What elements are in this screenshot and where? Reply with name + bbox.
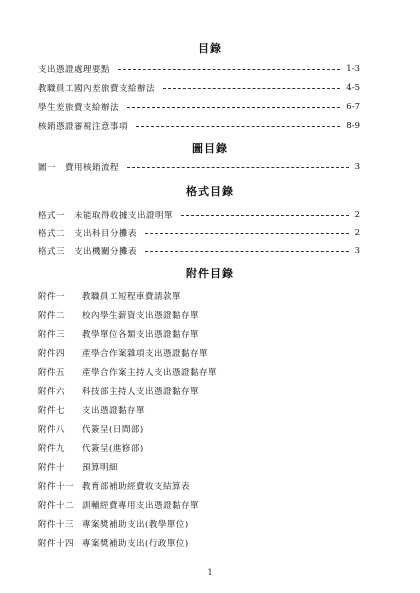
appendix-title: 預算明細 xyxy=(82,463,119,473)
toc-entry-page: 6-7 xyxy=(346,102,360,112)
toc-entry[interactable] xyxy=(38,119,360,133)
toc-entry[interactable] xyxy=(38,100,360,114)
figure-entry-page: 3 xyxy=(354,162,360,172)
form-entry-label: 格式三 支出機關分攤表 xyxy=(38,247,138,257)
appendix-entry[interactable] xyxy=(38,442,144,454)
appendix-title: 產學合作案主持人支出憑證黏存單 xyxy=(82,368,218,378)
appendix-number: 附件二 xyxy=(38,311,66,321)
appendix-entry[interactable] xyxy=(38,404,145,416)
appendix-entry[interactable] xyxy=(38,347,208,359)
toc-heading: 目錄 xyxy=(198,42,222,55)
appendix-title: 科技部主持人支出憑證黏存單 xyxy=(82,387,200,397)
appendix-title: 教職員工短程車費請款單 xyxy=(82,292,182,302)
dot-leader xyxy=(127,167,349,168)
form-entry-page: 2 xyxy=(354,228,360,238)
figure-entry[interactable] xyxy=(38,160,360,174)
form-entry-label: 格式一 未能取得收據支出證明單 xyxy=(38,211,174,221)
appendix-entry[interactable] xyxy=(38,499,199,511)
form-entry-page: 2 xyxy=(354,210,360,220)
appendix-entry[interactable] xyxy=(38,290,181,302)
appendix-title: 教學單位各類支出憑證黏存單 xyxy=(82,330,200,340)
form-entry[interactable] xyxy=(38,226,360,240)
appendix-title: 支出憑證黏存單 xyxy=(82,406,146,416)
appendix-entry[interactable] xyxy=(38,385,199,397)
toc-entry-page: 1-3 xyxy=(346,64,360,74)
appendix-entry[interactable] xyxy=(38,537,189,549)
appendix-title: 訓輔經費專用支出憑證黏存單 xyxy=(82,501,200,511)
forms-heading: 格式目錄 xyxy=(186,185,234,198)
toc-entry-page: 4-5 xyxy=(346,83,360,93)
appendix-number: 附件十一 xyxy=(38,482,75,492)
appendix-number: 附件十四 xyxy=(38,539,75,549)
appendix-number: 附件十三 xyxy=(38,520,75,530)
appendix-number: 附件七 xyxy=(38,406,66,416)
appendix-number: 附件八 xyxy=(38,425,66,435)
toc-entry-label: 教職員工國內差旅費支給辦法 xyxy=(38,84,156,94)
form-entry[interactable] xyxy=(38,244,360,258)
appendix-entry[interactable] xyxy=(38,518,189,530)
appendix-number: 附件六 xyxy=(38,387,66,397)
appendix-number: 附件三 xyxy=(38,330,66,340)
appendix-heading: 附件目錄 xyxy=(186,267,234,280)
appendix-number: 附件五 xyxy=(38,368,66,378)
dot-leader xyxy=(181,215,349,216)
toc-entry[interactable] xyxy=(38,62,360,76)
toc-entry-label: 核銷憑證審視注意事項 xyxy=(38,122,129,132)
appendix-number: 附件一 xyxy=(38,292,66,302)
appendix-title: 代簽呈(日間部) xyxy=(82,425,144,435)
appendix-entry[interactable] xyxy=(38,328,199,340)
appendix-entry[interactable] xyxy=(38,480,190,492)
page-number: 1 xyxy=(207,568,213,577)
appendix-entry[interactable] xyxy=(38,366,217,378)
figures-heading: 圖目錄 xyxy=(192,142,228,155)
appendix-number: 附件四 xyxy=(38,349,66,359)
appendix-title: 專案獎補助支出(教學單位) xyxy=(82,520,189,530)
appendix-number: 附件九 xyxy=(38,444,66,454)
toc-entry-label: 支出憑證處理要點 xyxy=(38,65,111,75)
appendix-entry[interactable] xyxy=(38,461,118,473)
appendix-entry[interactable] xyxy=(38,309,199,321)
appendix-number: 附件十二 xyxy=(38,501,75,511)
dot-leader xyxy=(145,233,349,234)
appendix-entry[interactable] xyxy=(38,423,144,435)
dot-leader xyxy=(127,107,340,108)
appendix-title: 教育部補助經費收支結算表 xyxy=(82,482,191,492)
appendix-title: 校內學生薪資支出憑證黏存單 xyxy=(82,311,200,321)
form-entry[interactable] xyxy=(38,208,360,222)
dot-leader xyxy=(118,69,340,70)
toc-entry[interactable] xyxy=(38,81,360,95)
appendix-number: 附件十 xyxy=(38,463,66,473)
form-entry-label: 格式二 支出科目分攤表 xyxy=(38,229,138,239)
dot-leader xyxy=(136,126,340,127)
appendix-title: 代簽呈(進修部) xyxy=(82,444,144,454)
form-entry-page: 3 xyxy=(354,246,360,256)
dot-leader xyxy=(163,88,340,89)
appendix-title: 產學合作案雜項支出憑證黏存單 xyxy=(82,349,209,359)
appendix-title: 專案獎補助支出(行政單位) xyxy=(82,539,189,549)
figure-entry-label: 圖一 費用核銷流程 xyxy=(38,163,120,173)
toc-entry-label: 學生差旅費支給辦法 xyxy=(38,103,120,113)
dot-leader xyxy=(145,251,349,252)
toc-entry-page: 8-9 xyxy=(346,121,360,131)
